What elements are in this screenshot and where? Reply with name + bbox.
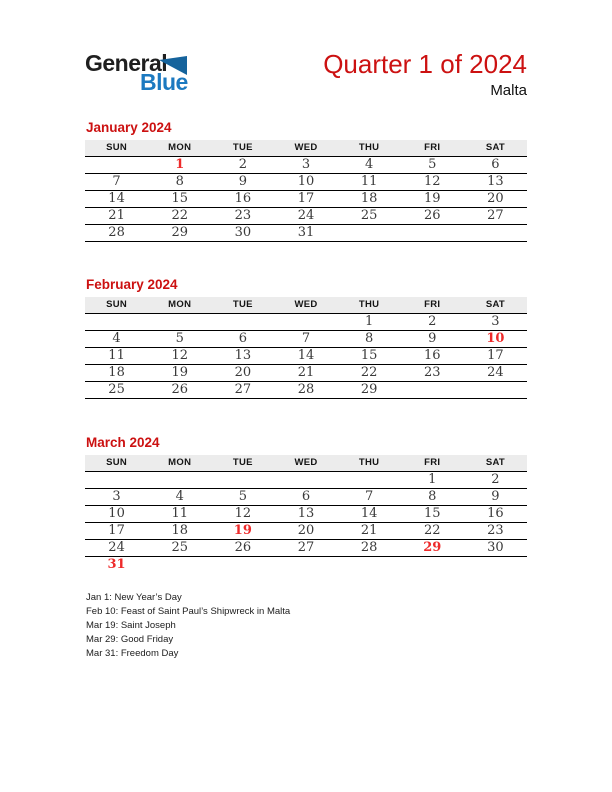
day-cell: 12 [424, 173, 441, 189]
day-cell: 8 [175, 173, 184, 189]
day-cell: 4 [175, 488, 184, 504]
day-cell [211, 556, 274, 573]
day-cell: 17 [487, 347, 504, 363]
day-cell: 15 [424, 505, 441, 521]
weekday-header-cell: SUN [106, 457, 128, 468]
day-cell [211, 313, 274, 330]
day-cell: 26 [424, 207, 441, 223]
day-cell: 27 [297, 539, 315, 555]
weekday-header-cell: TUE [232, 457, 253, 468]
weekday-header-cell: SUN [106, 142, 128, 153]
day-cell [338, 471, 401, 488]
day-cell: 16 [234, 190, 252, 206]
day-cell: 2 [238, 156, 247, 172]
day-cell [148, 556, 211, 573]
day-cell: 10 [108, 505, 125, 521]
day-cell [274, 471, 337, 488]
month-calendar-table [85, 140, 527, 242]
month-title: February 2024 [86, 277, 178, 292]
day-cell: 27 [487, 207, 504, 223]
day-cell: 3 [112, 488, 121, 504]
weekday-header-cell: WED [294, 142, 318, 153]
day-cell [148, 471, 211, 488]
day-cell: 28 [108, 224, 125, 240]
weekday-header-cell: THU [358, 457, 380, 468]
weekday-header-cell: MON [168, 142, 192, 153]
day-cell: 11 [108, 347, 125, 363]
day-cell: 5 [428, 156, 437, 172]
holiday-day-cell: 1 [175, 156, 185, 172]
weekday-header-cell: FRI [424, 457, 441, 468]
day-cell [85, 471, 148, 488]
day-cell: 4 [112, 330, 121, 346]
day-cell: 13 [487, 173, 504, 189]
weekday-header-cell: MON [168, 457, 192, 468]
day-cell: 23 [234, 207, 252, 223]
day-cell: 7 [112, 173, 121, 189]
day-cell: 22 [424, 522, 441, 538]
day-cell: 2 [491, 471, 500, 487]
day-cell [401, 556, 464, 573]
day-cell: 9 [428, 330, 437, 346]
day-cell: 24 [297, 207, 315, 223]
holiday-day-cell: 31 [107, 556, 126, 572]
day-cell [464, 224, 527, 241]
month-title: March 2024 [86, 435, 160, 450]
day-cell: 6 [238, 330, 247, 346]
day-cell: 10 [297, 173, 315, 189]
holiday-note: Mar 31: Freedom Day [86, 648, 179, 659]
day-cell: 25 [171, 539, 188, 555]
day-cell: 2 [428, 313, 437, 329]
weekday-header-cell: FRI [424, 299, 441, 310]
logo-text-general: General [85, 50, 168, 76]
month-section [85, 436, 527, 573]
day-cell [338, 224, 401, 241]
day-cell: 21 [360, 522, 378, 538]
day-cell: 29 [171, 224, 188, 240]
title-block [323, 51, 527, 98]
day-cell [274, 313, 337, 330]
day-cell: 17 [108, 522, 125, 538]
day-cell: 29 [360, 381, 378, 397]
day-cell: 26 [234, 539, 252, 555]
weekday-header-cell: MON [168, 299, 192, 310]
day-cell: 13 [297, 505, 315, 521]
day-cell: 3 [491, 313, 500, 329]
day-cell: 12 [234, 505, 252, 521]
holiday-day-cell: 10 [486, 330, 505, 346]
day-cell [338, 556, 401, 573]
pennant-triangle-icon [159, 56, 187, 75]
weekday-header-cell: SAT [485, 142, 506, 153]
holiday-note: Mar 19: Saint Joseph [86, 620, 176, 631]
day-cell: 6 [491, 156, 500, 172]
day-cell: 20 [297, 522, 315, 538]
day-cell: 30 [487, 539, 504, 555]
weekday-header-cell: TUE [232, 142, 253, 153]
day-cell: 27 [234, 381, 252, 397]
day-cell: 19 [171, 364, 188, 380]
day-cell [464, 556, 527, 573]
day-cell: 15 [360, 347, 378, 363]
day-cell: 30 [234, 224, 252, 240]
day-cell: 7 [364, 488, 374, 504]
day-cell: 20 [234, 364, 252, 380]
day-cell: 18 [108, 364, 125, 380]
day-cell [401, 381, 464, 398]
day-cell: 19 [424, 190, 441, 206]
day-cell [274, 556, 337, 573]
month-calendar-table [85, 297, 527, 399]
day-cell [148, 313, 211, 330]
month-section [85, 278, 527, 399]
day-cell: 13 [234, 347, 252, 363]
day-cell: 31 [297, 224, 315, 240]
day-cell: 17 [297, 190, 315, 206]
logo [85, 52, 205, 94]
day-cell [85, 313, 148, 330]
holiday-note: Feb 10: Feast of Saint Paul’s Shipwreck in Malta [86, 606, 291, 617]
logo-text-blue: Blue [140, 69, 188, 95]
month-calendar-table [85, 455, 527, 573]
day-cell: 1 [428, 471, 437, 487]
day-cell [401, 224, 464, 241]
day-cell [464, 381, 527, 398]
day-cell: 22 [171, 207, 188, 223]
day-cell: 11 [171, 505, 188, 521]
holiday-day-cell: 29 [423, 539, 442, 555]
day-cell: 18 [360, 190, 378, 206]
day-cell: 14 [297, 347, 315, 363]
day-cell: 23 [487, 522, 504, 538]
day-cell: 22 [360, 364, 378, 380]
day-cell: 16 [487, 505, 504, 521]
day-cell [85, 156, 148, 173]
weekday-header-cell: SAT [485, 299, 506, 310]
page-title: Quarter 1 of 2024 [323, 49, 527, 79]
day-cell: 24 [108, 539, 125, 555]
region-subtitle: Malta [490, 82, 527, 99]
day-cell: 24 [487, 364, 504, 380]
day-cell: 6 [301, 488, 311, 504]
day-cell: 15 [171, 190, 188, 206]
day-cell [211, 471, 274, 488]
day-cell: 3 [301, 156, 311, 172]
weekday-header-cell: SUN [106, 299, 128, 310]
day-cell: 8 [364, 330, 374, 346]
day-cell: 20 [487, 190, 504, 206]
holiday-day-cell: 19 [233, 522, 252, 538]
day-cell: 28 [360, 539, 378, 555]
holiday-note: Mar 29: Good Friday [86, 634, 174, 645]
day-cell: 12 [171, 347, 188, 363]
day-cell: 8 [428, 488, 437, 504]
holiday-note: Jan 1: New Year’s Day [86, 592, 182, 603]
day-cell: 23 [424, 364, 441, 380]
weekday-header-cell: WED [294, 457, 318, 468]
holiday-notes-list [86, 591, 290, 661]
day-cell: 26 [171, 381, 188, 397]
weekday-header-cell: THU [358, 299, 380, 310]
day-cell: 4 [364, 156, 374, 172]
day-cell: 14 [360, 505, 378, 521]
day-cell: 25 [360, 207, 378, 223]
day-cell: 18 [171, 522, 188, 538]
day-cell: 7 [301, 330, 311, 346]
month-title: January 2024 [86, 120, 172, 135]
weekday-header-cell: TUE [232, 299, 253, 310]
day-cell: 21 [108, 207, 125, 223]
day-cell: 5 [175, 330, 184, 346]
day-cell: 21 [297, 364, 315, 380]
day-cell: 9 [238, 173, 247, 189]
weekday-header-cell: FRI [424, 142, 441, 153]
day-cell: 1 [364, 313, 374, 329]
day-cell: 11 [360, 173, 378, 189]
day-cell: 16 [424, 347, 441, 363]
day-cell: 9 [491, 488, 500, 504]
weekday-header-cell: THU [358, 142, 380, 153]
day-cell: 28 [297, 381, 315, 397]
day-cell: 5 [238, 488, 247, 504]
month-section [85, 121, 527, 242]
day-cell: 14 [108, 190, 125, 206]
weekday-header-cell: WED [294, 299, 318, 310]
weekday-header-cell: SAT [485, 457, 506, 468]
day-cell: 25 [108, 381, 125, 397]
